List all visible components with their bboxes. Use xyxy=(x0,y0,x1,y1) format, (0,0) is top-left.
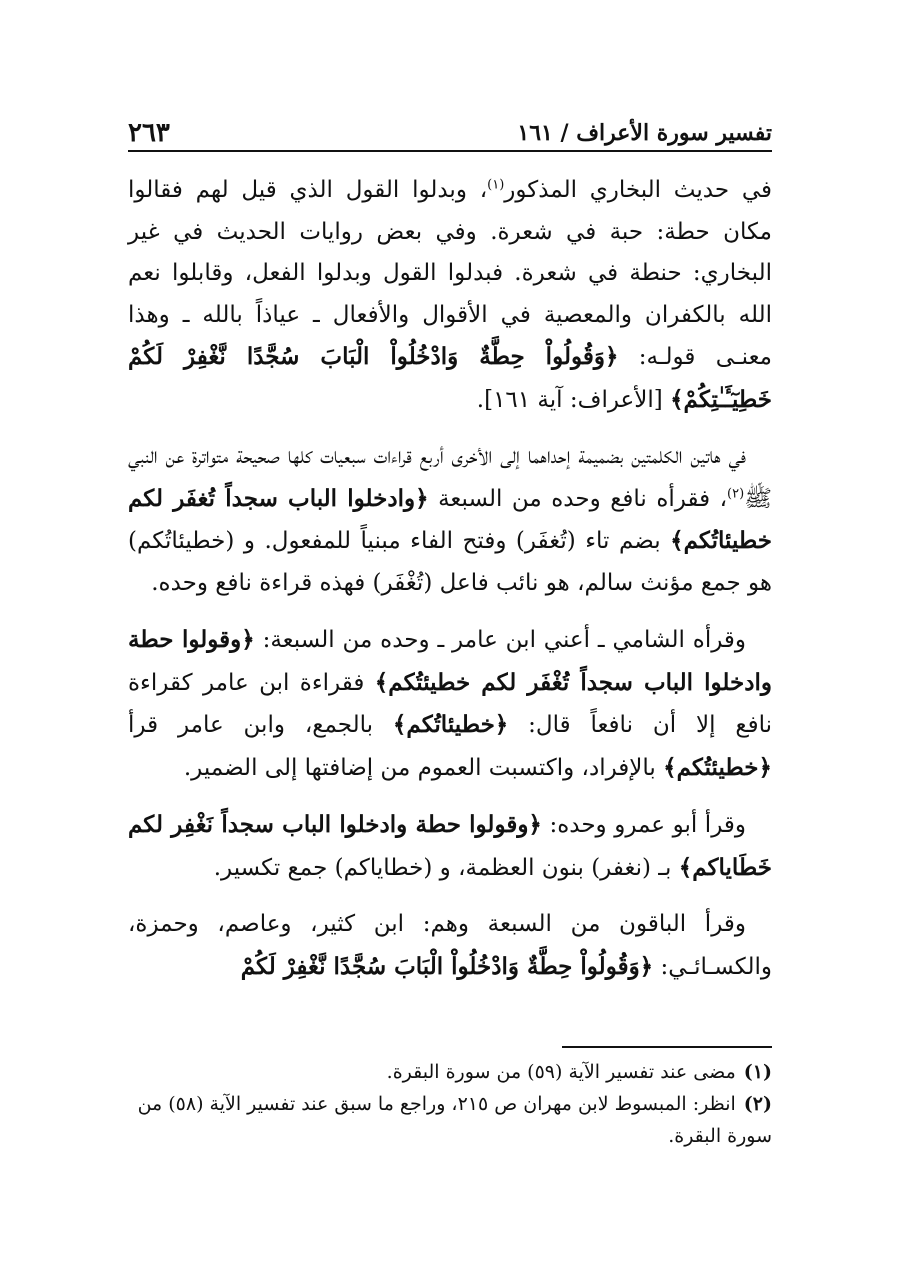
footnote-ref-2: (٢) xyxy=(727,485,745,501)
footnote-text: مضى عند تفسير الآية (٥٩) من سورة البقرة. xyxy=(386,1061,736,1083)
footnote-2 xyxy=(128,1088,772,1152)
paragraph-text: وقرأه الشامي ـ أعني ابن عامر ـ وحده من السبعة: xyxy=(254,627,746,653)
footnotes xyxy=(128,1056,772,1152)
quran-verse: ﴿وَقُولُواْ حِطَّةٌ وَادْخُلُواْ الْبَابَ سُجَّدًا نَّغْفِرْ لَكُمْ xyxy=(240,952,654,980)
verse-citation: [الأعراف: آية ١٦١]. xyxy=(476,386,671,413)
paragraph-3 xyxy=(128,619,772,789)
paragraph-text: بالجمع، وابن عامر قرأ xyxy=(128,712,393,738)
paragraph-4 xyxy=(128,804,772,889)
paragraph-text: ، وبدلوا القول الذي قيل لهم فقالوا مكان حطة: حبة في شعرة. وفي بعض روايات الحديث في غير البخاري: حنطة في شعرة. فبدلوا القول وبدلوا الفعل، وقابلوا نعم الله بالكفران والمعصية في الأقوال والأفعال ـ عياذاً بالله ـ وهذا معنـى قولـه: xyxy=(128,177,772,370)
paragraph-text: بضم تاء (تُغفَر) وفتح الفاء مبنياً للمفعول. و (خطيئاتُكم) هو جمع مؤنث سالم، هو نائب فاعل (تُغْفَر) فهذه قراءة نافع وحده. xyxy=(128,528,772,596)
paragraph-5 xyxy=(128,904,772,988)
paragraph-text: وقرأ الباقون من السبعة وهم: ابن كثير، وعاصم، وحمزة، والكسـائـي: xyxy=(128,911,772,980)
paragraph-text: وقرأ أبو عمرو وحده: xyxy=(541,812,746,838)
paragraph-text: بالإفراد، واكتسبت العموم من إضافتها إلى الضمير. xyxy=(183,754,664,781)
quran-reading: ﴿وقولوا حطة وادخلوا الباب سجداً تُغْفَر لكم خطيئتُكم﴾ xyxy=(128,626,772,696)
paragraph-text: في حديث البخاري المذكور xyxy=(504,177,772,203)
running-title: تفسير سورة الأعراف / ١٦١ xyxy=(517,120,772,146)
footnote-number: (٢) xyxy=(743,1093,772,1115)
paragraph-text: فقراءة ابن عامر كقراءة نافع إلا أن نافعاً قال: xyxy=(128,669,772,738)
footnote-number: (١) xyxy=(743,1061,772,1083)
footnote-1 xyxy=(128,1056,772,1088)
footnote-divider xyxy=(562,1046,772,1048)
page-header xyxy=(128,112,772,152)
quran-word: ﴿خطيئتُكم﴾ xyxy=(663,753,772,781)
paragraph-text: بـ (نغفر) بنون العظمة، و (خطاياكم) جمع تكسير. xyxy=(213,854,679,881)
quran-reading: ﴿وادخلوا الباب سجداً تُغفَر لكم خطيئاتُكم﴾ xyxy=(128,484,772,554)
page-body xyxy=(128,170,772,1003)
paragraph-1 xyxy=(128,170,772,421)
footnote-ref-1: (١) xyxy=(487,177,505,193)
page-number: ٢٦٣ xyxy=(128,118,170,148)
footnote-text: انظر: المبسوط لابن مهران ص ٢١٥، وراجع ما سبق عند تفسير الآية (٥٨) من سورة البقرة. xyxy=(137,1093,772,1147)
quran-verse: ﴿وَقُولُواْ حِطَّةٌ وَادْخُلُواْ الْبَابَ سُجَّدًا نَّغْفِرْ لَكُمْ خَطِيٓـَٔـٰتِكُمْ﴾ xyxy=(128,343,772,413)
paragraph-text: ، فقرأه نافع وحده من السبعة xyxy=(428,485,728,512)
paragraph-2 xyxy=(128,436,772,604)
quran-word: ﴿خطيئاتُكم﴾ xyxy=(392,711,509,738)
quran-reading: ﴿وقولوا حطة وادخلوا الباب سجداً نَغْفِر لكم خَطَاياكم﴾ xyxy=(128,811,772,881)
paragraph-text: في هاتين الكلمتين بضميمة إحداهما إلى الأخرى أربع قراءات سبعيات كلها صحيحة متواترة عن النبي ﷺ xyxy=(128,443,772,512)
